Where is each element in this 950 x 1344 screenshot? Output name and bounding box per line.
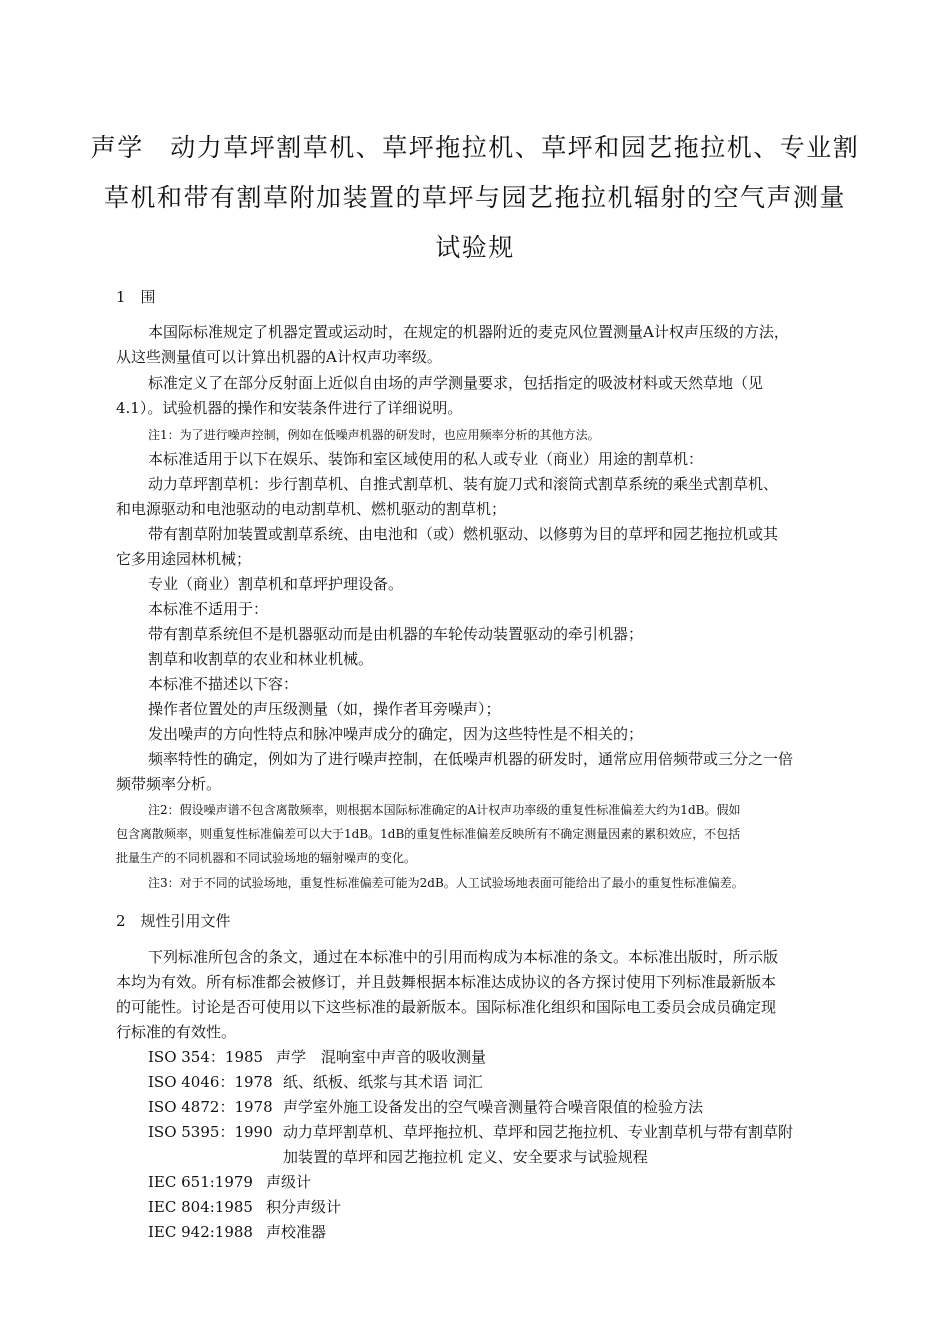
reference-code: ISO 5395：1990 [148,1123,273,1141]
note-3: 注3：对于不同的试验场地，重复性标准偏差可能为2dB。人工试验场地表面可能给出了最小的重复性标准偏差。 [148,876,744,890]
document-title-line-1: 声学 动力草坪割草机、草坪拖拉机、草坪和园艺拖拉机、专业割 [90,133,860,162]
s1-paragraph-4-line-2: 和电源驱动和电池驱动的电动割草机、燃机驱动的割草机； [116,500,507,518]
reference-item [148,1123,794,1166]
reference-code: ISO 4872：1978 [148,1098,273,1116]
s1-paragraph-10: 本标准不描述以下容： [148,675,299,693]
s1-paragraph-6: 专业（商业）割草机和草坪护理设备。 [148,575,404,593]
reference-code: ISO 354：1985 [148,1048,264,1066]
s1-paragraph-8: 带有割草系统但不是机器驱动而是由机器的车轮传动装置驱动的牵引机器； [148,625,644,643]
reference-item [148,1198,342,1216]
reference-item [148,1223,327,1241]
reference-title: 纸、纸板、纸浆与其术语 词汇 [283,1073,483,1091]
s1-paragraph-5-line-1: 带有割草附加装置或割草系统、由电池和（或）燃机驱动、以修剪为目的草坪和园艺拖拉机或其 [148,525,779,543]
reference-code: IEC 651:1979 [148,1173,253,1191]
note-1: 注1：为了进行噪声控制，例如在低噪声机器的研发时，也应用频率分析的其他方法。 [148,428,600,442]
reference-title: 声校准器 [266,1223,327,1241]
s2-paragraph-1-line-4: 行标准的有效性。 [116,1023,237,1041]
s2-paragraph-1-line-2: 本均为有效。所有标准都会被修订，并且鼓舞根据本标准达成协议的各方探讨使用下列标准最新版本 [116,973,777,991]
s1-paragraph-9: 割草和收割草的农业和林业机械。 [148,650,374,668]
reference-title: 声学室外施工设备发出的空气噪音测量符合噪音限值的检验方法 [283,1098,704,1116]
s1-paragraph-11: 操作者位置处的声压级测量（如，操作者耳旁噪声）； [148,700,501,718]
s1-paragraph-3: 本标准适用于以下在娱乐、装饰和室区域使用的私人或专业（商业）用途的割草机： [148,450,704,468]
reference-title: 声学 混响室中声音的吸收测量 [276,1048,487,1066]
s2-paragraph-1-line-3: 的可能性。讨论是否可使用以下这些标准的最新版本。国际标准化组织和国际电工委员会成员确定现 [116,998,777,1016]
document-title-line-2: 草机和带有割草附加装置的草坪与园艺拖拉机辐射的空气声测量 [103,183,846,212]
s2-paragraph-1-line-1: 下列标准所包含的条文，通过在本标准中的引用而构成为本标准的条文。本标准出版时，所示版 [148,948,779,966]
s1-paragraph-1-line-2: 从这些测量值可以计算出机器的A计权声功率级。 [116,348,442,366]
reference-code: IEC 942:1988 [148,1223,253,1241]
s1-paragraph-13-line-2: 频带频率分析。 [116,775,222,793]
reference-title: 声级计 [266,1173,312,1191]
section-2-heading: 2 规性引用文件 [116,912,231,930]
s1-paragraph-1-line-1: 本国际标准规定了机器定置或运动时，在规定的机器附近的麦克风位置测量A计权声压级的方法， [148,323,789,341]
reference-item [148,1173,312,1191]
note-2-line-2: 包含离散频率，则重复性标准偏差可以大于1dB。1dB的重复性标准偏差反映所有不确定测量因素的累积效应，不包括 [116,827,741,841]
s1-paragraph-13-line-1: 频率特性的确定，例如为了进行噪声控制，在低噪声机器的研发时，通常应用倍频带或三分之一倍 [148,750,794,768]
reference-item [148,1073,483,1091]
note-2-line-3: 批量生产的不同机器和不同试验场地的辐射噪声的变化。 [116,851,417,865]
section-1-heading: 1 围 [116,288,156,306]
s1-paragraph-12: 发出噪声的方向性特点和脉冲噪声成分的确定，因为这些特性是不相关的； [148,725,644,743]
s1-paragraph-5-line-2: 它多用途园林机械； [116,550,252,568]
reference-title: 积分声级计 [266,1198,342,1216]
document-title-line-3: 试验规 [435,233,515,262]
s1-paragraph-2-line-2: 4.1）。试验机器的操作和安装条件进行了详细说明。 [116,399,463,417]
reference-code: ISO 4046：1978 [148,1073,273,1091]
reference-title: 动力草坪割草机、草坪拖拉机、草坪和园艺拖拉机、专业割草机与带有割草附 [283,1123,794,1141]
s1-paragraph-7: 本标准不适用于： [148,600,269,618]
s1-paragraph-2-line-1: 标准定义了在部分反射面上近似自由场的声学测量要求，包括指定的吸波材料或天然草地（见 [148,374,764,392]
reference-item [148,1098,704,1116]
s1-paragraph-4-line-1: 动力草坪割草机：步行割草机、自推式割草机、装有旋刀式和滚筒式割草系统的乘坐式割草机、 [148,475,779,493]
note-2-line-1: 注2：假设噪声谱不包含离散频率，则根据本国际标准确定的A计权声功率级的重复性标准偏差大约为1dB。假如 [148,803,741,817]
reference-title-continued: 加装置的草坪和园艺拖拉机 定义、安全要求与试验规程 [283,1148,648,1166]
reference-code: IEC 804:1985 [148,1198,253,1216]
reference-item [148,1048,487,1066]
